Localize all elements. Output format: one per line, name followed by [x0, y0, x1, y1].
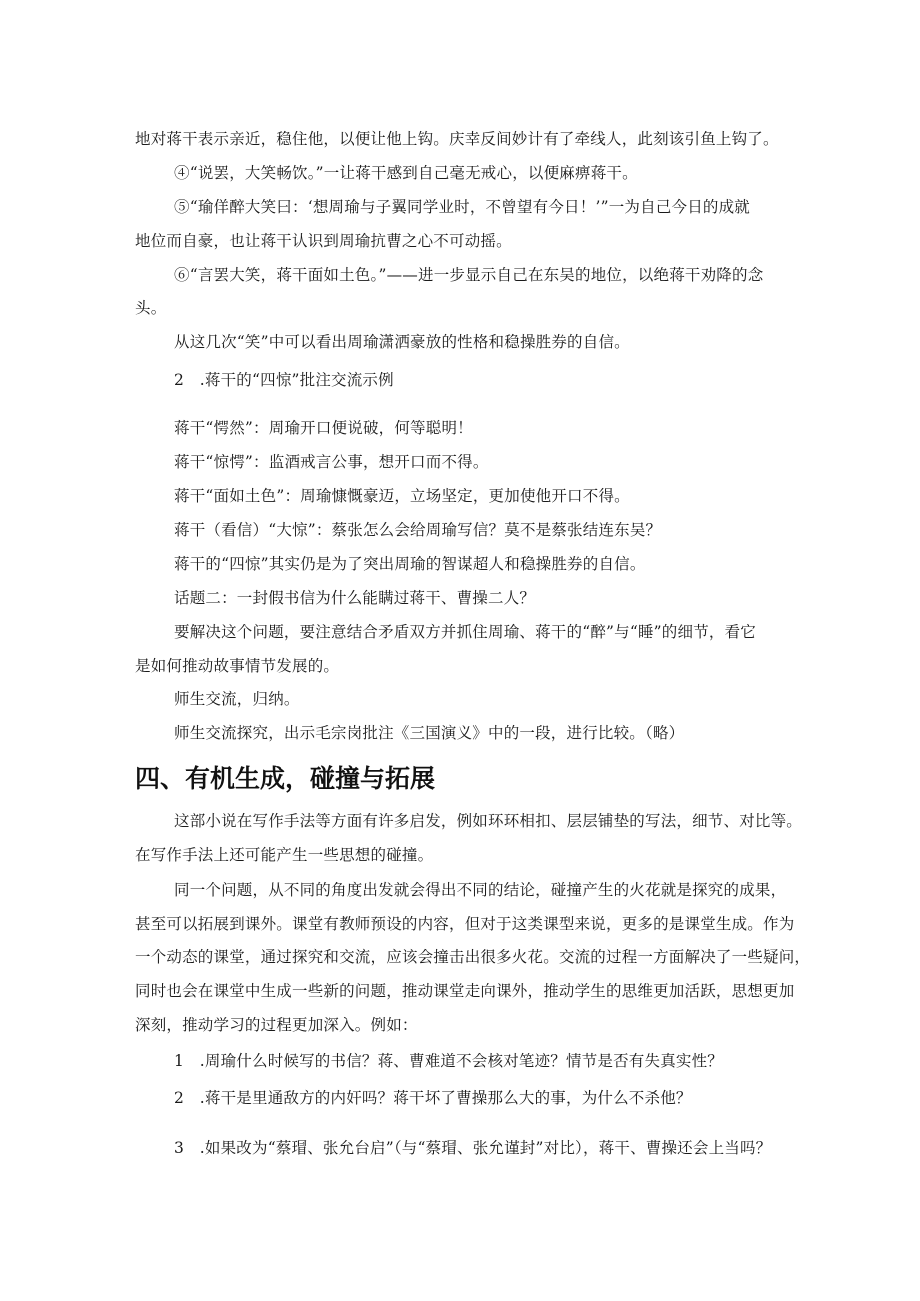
paragraph-line: ④“说罢，大笑畅饮。”一让蒋干感到自己毫无戒心，以便麻痹蒋干。: [174, 164, 638, 182]
paragraph-line: 要解决这个问题，要注意结合矛盾双方并抓住周瑜、蒋干的“醉”与“睡”的细节，看它: [174, 623, 756, 641]
paragraph-line: 同一个问题，从不同的角度出发就会得出不同的结论，碰撞产生的火花就是探究的成果，: [174, 881, 787, 899]
section-heading: 四、有机生成，碰撞与拓展: [135, 764, 436, 793]
paragraph-line: 深刻，推动学习的过程更加深入。例如：: [135, 1016, 418, 1034]
paragraph-line: 地对蒋干表示亲近，稳住他，以便让他上钩。庆幸反间妙计有了牵线人，此刻该引鱼上钩了。: [135, 130, 779, 148]
paragraph-line: 头。: [135, 299, 167, 317]
paragraph-line: ⑥“言罢大笑，蒋干面如土色。”——进一步显示自己在东吴的地位，以绝蒋干劝降的念: [174, 266, 764, 284]
paragraph-line: 蒋干“愕然”：周瑜开口便说破，何等聪明！: [174, 419, 473, 437]
paragraph-line: 在写作手法上还可能产生一些思想的碰撞。: [135, 846, 434, 864]
list-item: 2 .蒋干是里通敌方的内奸吗？蒋干坏了曹操那么大的事，为什么不杀他？: [174, 1089, 692, 1107]
paragraph-line: ⑤“瑜佯醉大笑曰：‘想周瑜与子翼同学业时，不曾望有今日！’”一为自己今日的成就: [174, 198, 751, 216]
paragraph-line: 同时也会在课堂中生成一些新的问题，推动课堂走向课外，推动学生的思维更加活跃，思想更加: [135, 982, 795, 1000]
paragraph-line: 蒋干“面如土色”：周瑜慷慨豪迈，立场坚定，更加使他开口不得。: [174, 487, 630, 505]
paragraph-line: 地位而自豪，也让蒋干认识到周瑜抗曹之心不可动摇。: [135, 232, 512, 250]
list-item: 3 .如果改为“蔡瑁、张允台启”（与“蔡瑁、张允谨封”对比），蒋干、曹操还会上当吗？: [174, 1139, 772, 1157]
paragraph-line: 这部小说在写作手法等方面有许多启发，例如环环相扣、层层铺垫的写法，细节、对比等。: [174, 812, 803, 830]
paragraph-line: 蒋干（看信）“大惊”：蔡张怎么会给周瑜写信？莫不是蔡张结连东吴？: [174, 521, 662, 539]
paragraph-line: 师生交流，归纳。: [174, 690, 300, 708]
paragraph-line: 话题二：一封假书信为什么能瞒过蒋干、曹操二人？: [174, 589, 536, 607]
paragraph-line: 蒋干“惊愕”：监酒戒言公事，想开口而不得。: [174, 453, 489, 471]
paragraph-line: 从这几次“笑”中可以看出周瑜潇洒豪放的性格和稳操胜券的自信。: [174, 333, 630, 351]
list-item-heading: 2 .蒋干的“四惊”批注交流示例: [174, 371, 394, 389]
paragraph-line: 一个动态的课堂，通过探究和交流，应该会撞击出很多火花。交流的过程一方面解决了一些疑问，: [135, 948, 811, 966]
list-item: 1 .周瑜什么时候写的书信？蒋、曹难道不会核对笔迹？情节是否有失真实性？: [174, 1052, 723, 1070]
paragraph-line: 蒋干的“四惊”其实仍是为了突出周瑜的智谋超人和稳操胜券的自信。: [174, 555, 646, 573]
paragraph-line: 师生交流探究，出示毛宗岗批注《三国演义》中的一段，进行比较。（略）: [174, 724, 685, 742]
paragraph-line: 甚至可以拓展到课外。课堂有教师预设的内容，但对于这类课型来说，更多的是课堂生成。作为: [135, 915, 795, 933]
paragraph-line: 是如何推动故事情节发展的。: [135, 657, 340, 675]
